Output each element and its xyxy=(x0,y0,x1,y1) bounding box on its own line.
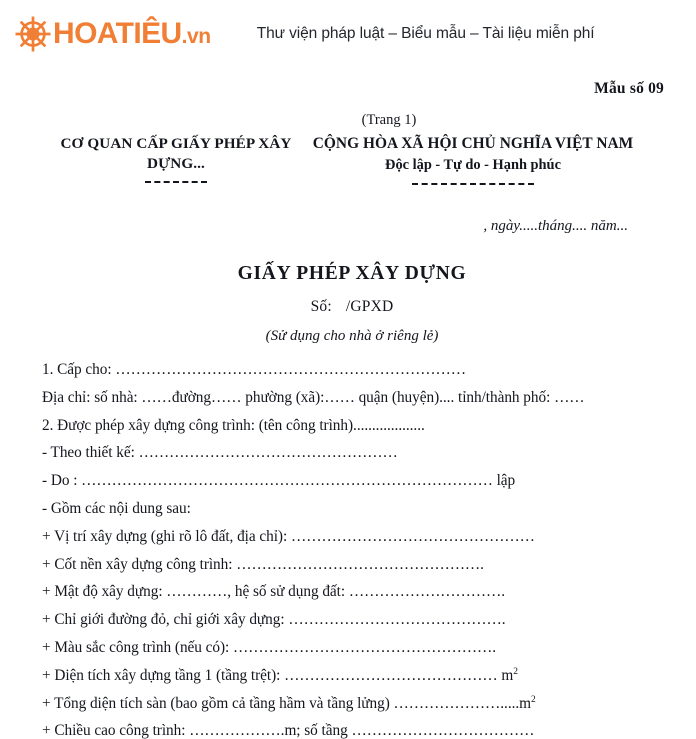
document-number-label: Số: xyxy=(310,298,332,316)
form-line-text: + Diện tích xây dựng tầng 1 (tầng trệt): …………………………………… m xyxy=(42,666,514,684)
form-line: + Cốt nền xây dựng công trình: …………………………………………. xyxy=(42,555,484,573)
authority-divider xyxy=(145,181,207,183)
issuing-authority-block xyxy=(40,134,312,183)
form-line: 2. Được phép xây dựng công trình: (tên công trình)................... xyxy=(42,416,425,434)
brand-tld: .vn xyxy=(181,25,211,48)
ship-wheel-icon xyxy=(14,15,52,53)
form-line xyxy=(42,668,668,683)
form-line: + Vị trí xây dựng (ghi rõ lô đất, địa chỉ): ………………………………………… xyxy=(42,527,535,545)
state-name: CỘNG HÒA XÃ HỘI CHỦ NGHĨA VIỆT NAM xyxy=(312,135,634,152)
state-heading-block xyxy=(278,134,668,185)
form-code: Mẫu số 09 xyxy=(594,80,664,97)
unit-superscript: 2 xyxy=(513,666,518,677)
form-line: + Chỉ giới đường đỏ, chỉ giới xây dựng: ……………………………………. xyxy=(42,611,506,629)
document-title: GIẤY PHÉP XÂY DỰNG xyxy=(237,263,467,284)
page-marker: (Trang 1) xyxy=(361,112,417,128)
document-body xyxy=(36,362,668,739)
brand-name: HOATIÊU xyxy=(53,17,182,50)
form-line: 1. Cấp cho: …………………………………………………………… xyxy=(42,361,467,379)
form-line: - Do : ……………………………………………………………………… lập xyxy=(42,472,516,490)
issuing-authority-name: CƠ QUAN CẤP GIẤY PHÉP XÂY DỰNG... xyxy=(60,135,292,173)
state-divider xyxy=(412,183,534,185)
date-line: , ngày.....tháng.... năm... xyxy=(483,218,628,234)
form-line: + Màu sắc công trình (nếu có): ……………………………………………. xyxy=(42,639,496,657)
document-number-value: /GPXD xyxy=(345,298,394,316)
title-block xyxy=(36,263,668,345)
site-tagline: Thư viện pháp luật – Biểu mẫu – Tài liệu miễn phí xyxy=(256,25,595,42)
document-number xyxy=(36,298,668,316)
document-sheet xyxy=(0,80,696,739)
form-line: Địa chỉ: số nhà: ……đường…… phường (xã):…… quận (huyện).... tỉnh/thành phố: …… xyxy=(42,388,585,406)
form-line-text: + Tổng diện tích sàn (bao gồm cả tầng hầm và tầng lửng) ………………….....m xyxy=(42,694,532,712)
state-motto: Độc lập - Tự do - Hạnh phúc xyxy=(385,157,561,174)
form-line: + Chiều cao công trình: ……………….m; số tầng ……………………………… xyxy=(42,722,535,739)
unit-superscript: 2 xyxy=(531,694,536,705)
document-masthead xyxy=(36,112,668,214)
brand-wordmark xyxy=(53,19,211,49)
form-line: - Gồm các nội dung sau: xyxy=(42,500,191,518)
form-line: - Theo thiết kế: …………………………………………… xyxy=(42,444,398,462)
document-subtitle: (Sử dụng cho nhà ở riêng lẻ) xyxy=(265,328,439,345)
site-logo-link[interactable] xyxy=(14,15,211,53)
site-header xyxy=(0,0,696,68)
form-line: + Mật độ xây dựng: …………, hệ số sử dụng đất: …………………………. xyxy=(42,583,506,601)
